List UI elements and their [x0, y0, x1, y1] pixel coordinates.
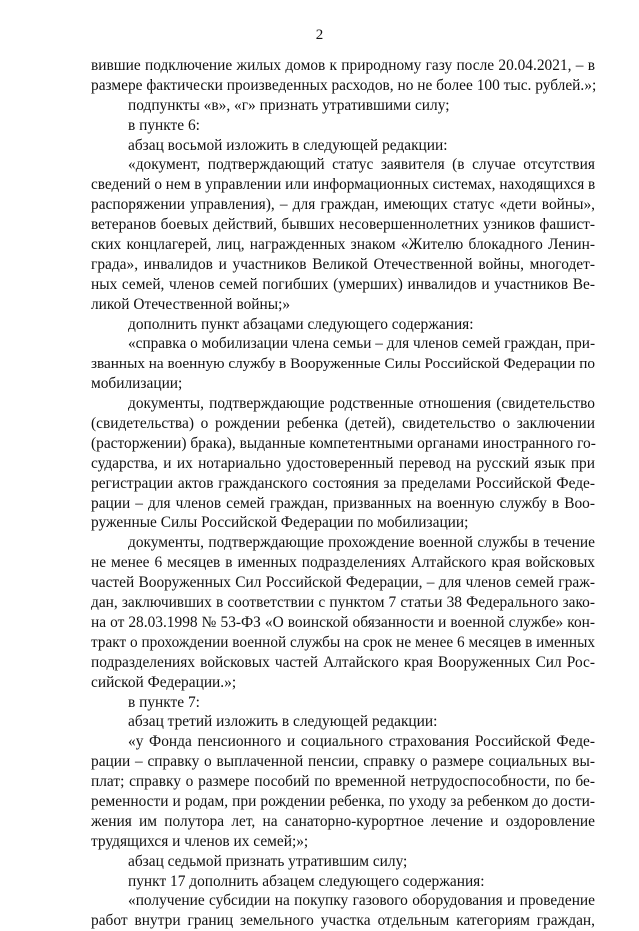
- text-line: документы, подтверждающие родственные отношения (свидетельство: [128, 395, 595, 413]
- text-line: ных семей, членов семей погибших (умерших) инвалидов и участников Ве-: [91, 275, 595, 293]
- text-line: в пункте 7:: [128, 693, 200, 711]
- text-line: рации – справку о выплаченной пенсии, справку о размере социальных вы-: [91, 753, 595, 771]
- text-line: града», инвалидов и участников Великой Отечественной войны, многодет-: [91, 255, 595, 273]
- text-line: ских концлагерей, лиц, награжденных знаком «Жителю блокадного Ленин-: [91, 236, 595, 254]
- text-line: рации – для членов семей граждан, призванных на военную службу в Воо-: [91, 494, 595, 512]
- text-line: дан, заключивших в соответствии с пунктом 7 статьи 38 Федерального зако-: [91, 594, 595, 612]
- text-line: размере фактически произведенных расходов, но не более 100 тыс. рублей.»;: [91, 76, 597, 94]
- text-line: абзац седьмой признать утратившим силу;: [128, 852, 408, 870]
- text-line: мобилизации;: [91, 375, 183, 393]
- text-line: (расторжении) брака), выданные компетентными органами иностранного го-: [91, 434, 596, 452]
- text-line: «документ, подтверждающий статус заявителя (в случае отсутствия: [128, 156, 595, 174]
- text-line: ветеранов боевых действий, бывших несовершеннолетних узников фашист-: [91, 216, 595, 234]
- text-line: абзац третий изложить в следующей редакции:: [128, 713, 438, 731]
- text-line: званных на военную службу в Вооруженные Силы Российской Федерации по: [91, 355, 595, 373]
- text-line: сийской Федерации.»;: [91, 673, 237, 691]
- text-line: распоряжении управления), – для граждан, имеющих статус «дети войны»,: [91, 196, 595, 214]
- text-line: плат; справку о размере пособий по временной нетрудоспособности, по бе-: [91, 773, 595, 791]
- text-line: подразделениях войсковых частей Алтайского края Вооруженных Сил Рос-: [91, 653, 595, 671]
- text-line: частей Вооруженных Сил Российской Федерации, – для членов семей граж-: [91, 574, 595, 592]
- text-line: руженные Силы Российской Федерации по мобилизации;: [91, 514, 469, 532]
- text-line: трудящихся и членов их семей;»;: [91, 832, 309, 850]
- text-line: сведений о нем в управлении или информационных системах, находящихся в: [91, 176, 596, 194]
- text-line: ременности и родам, при рождении ребенка, по уходу за ребенком до дости-: [91, 792, 595, 810]
- text-line: тракт о прохождении военной службы на срок не менее 6 месяцев в именных: [91, 633, 595, 651]
- page-number: 2: [315, 27, 324, 43]
- text-line: пункт 17 дополнить абзацем следующего содержания:: [128, 872, 485, 890]
- text-line: на от 28.03.1998 № 53-ФЗ «О воинской обязанности и военной службе» кон-: [91, 613, 595, 631]
- text-line: «получение субсидии на покупку газового оборудования и проведение: [128, 892, 595, 910]
- document-body: [91, 56, 595, 931]
- text-line: регистрации актов гражданского состояния за пределами Российской Феде-: [91, 474, 595, 492]
- text-line: вившие подключение жилых домов к природному газу после 20.04.2021, – в: [91, 57, 595, 74]
- text-line: «у Фонда пенсионного и социального страхования Российской Феде-: [128, 733, 595, 751]
- text-line: «справка о мобилизации члена семьи – для членов семей граждан, при-: [128, 335, 596, 353]
- text-line: ликой Отечественной войны;»: [91, 295, 291, 313]
- text-line: в пункте 6:: [128, 116, 200, 134]
- text-line: работ внутри границ земельного участка отдельным категориям граждан,: [91, 912, 595, 930]
- text-line: не менее 6 месяцев в именных подразделениях Алтайского края войсковых: [91, 554, 595, 572]
- text-line: документы, подтверждающие прохождение военной службы в течение: [128, 534, 595, 552]
- text-line: подпункты «в», «г» признать утратившими силу;: [128, 96, 450, 114]
- text-line: сударства, и их нотариально удостоверенный перевод на русский язык при: [91, 454, 595, 472]
- text-line: абзац восьмой изложить в следующей редакции:: [128, 136, 448, 154]
- text-line: жения им полутора лет, на санаторно-курортное лечение и оздоровление: [91, 812, 595, 830]
- text-line: (свидетельства) о рождении ребенка (детей), свидетельство о заключении: [91, 415, 595, 433]
- text-line: дополнить пункт абзацами следующего содержания:: [128, 315, 474, 333]
